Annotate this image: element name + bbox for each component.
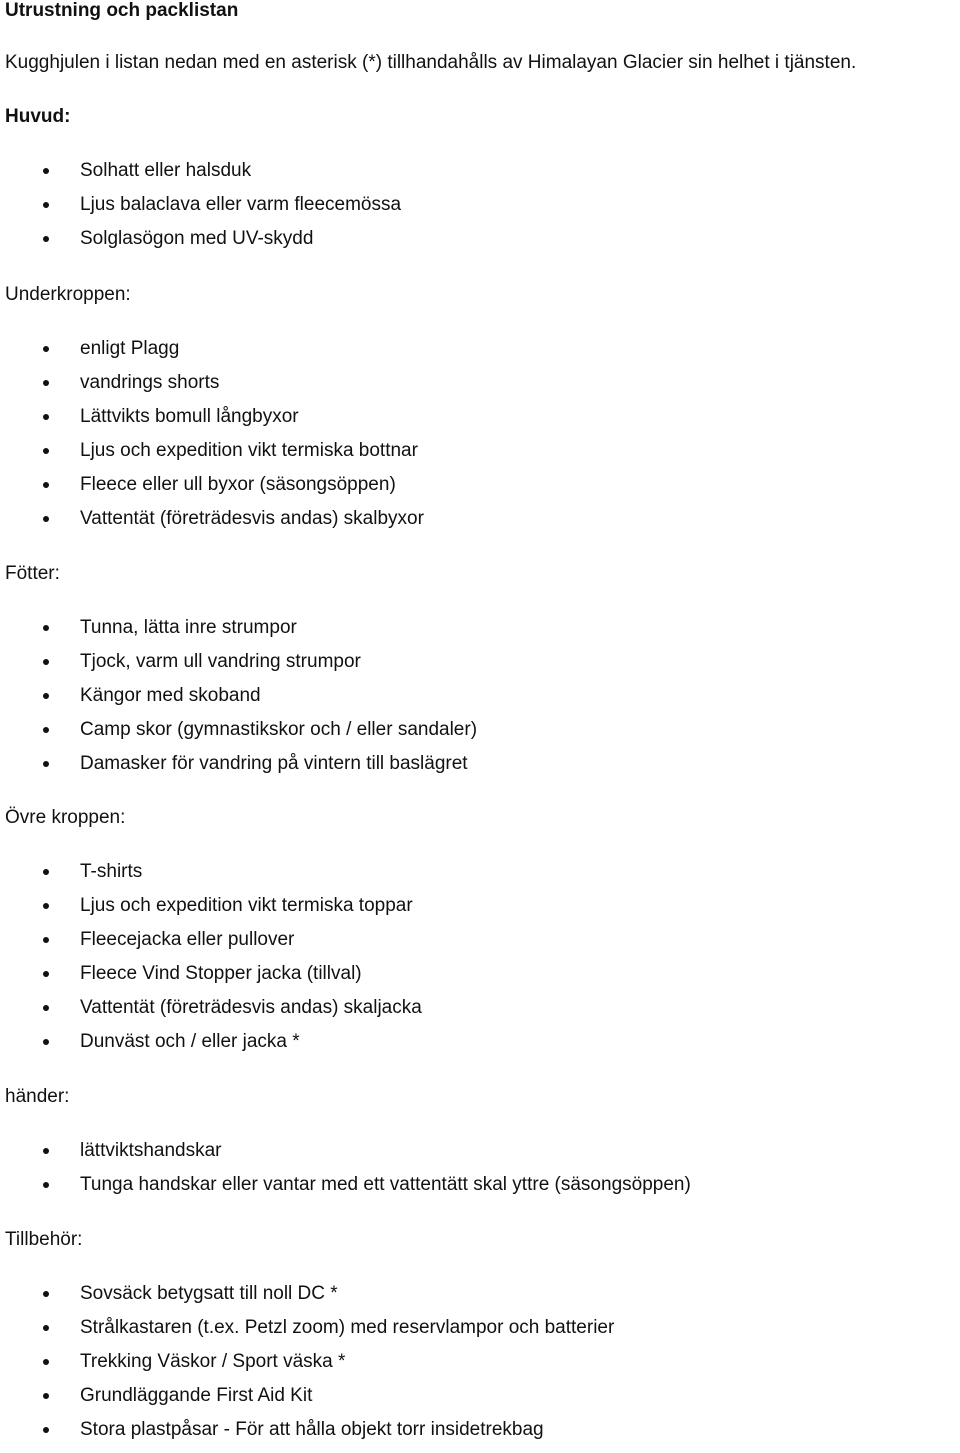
bullet-icon [43, 727, 49, 733]
list-item-text: Tunga handskar eller vantar med ett vattentätt skal yttre (säsongsöppen) [80, 1174, 691, 1195]
list-item-text: Stora plastpåsar - För att hålla objekt torr insidetrekbag [80, 1419, 544, 1440]
section-heading: Tillbehör: [5, 1229, 83, 1250]
bullet-icon [43, 869, 49, 875]
list-item-text: Tunna, lätta inre strumpor [80, 617, 297, 638]
bullet-icon [43, 236, 49, 242]
bullet-icon [43, 346, 49, 352]
list-item-text: Kängor med skoband [80, 685, 261, 706]
bullet-icon [43, 448, 49, 454]
bullet-icon [43, 1039, 49, 1045]
list-item-text: Ljus och expedition vikt termiska bottnar [80, 440, 418, 461]
intro-paragraph: Kugghjulen i listan nedan med en asterisk (*) tillhandahålls av Himalayan Glacier sin helhet i tjänsten. [5, 52, 857, 73]
document-title: Utrustning och packlistan [5, 0, 239, 21]
bullet-icon [43, 693, 49, 699]
bullet-icon [43, 380, 49, 386]
list-item-text: Dunväst och / eller jacka * [80, 1031, 300, 1052]
list-item-text: Fleece Vind Stopper jacka (tillval) [80, 963, 362, 984]
bullet-icon [43, 903, 49, 909]
bullet-icon [43, 1291, 49, 1297]
list-item-text: vandrings shorts [80, 372, 220, 393]
list-item-text: Solhatt eller halsduk [80, 160, 252, 181]
list-item-text: Strålkastaren (t.ex. Petzl zoom) med reservlampor och batterier [80, 1317, 615, 1338]
bullet-icon [43, 1359, 49, 1365]
list-item-text: Sovsäck betygsatt till noll DC * [80, 1283, 338, 1304]
list-item-text: Fleece eller ull byxor (säsongsöppen) [80, 474, 396, 495]
bullet-icon [43, 1148, 49, 1154]
bullet-icon [43, 971, 49, 977]
list-item-text: enligt Plagg [80, 338, 180, 359]
bullet-icon [43, 1427, 49, 1433]
bullet-icon [43, 516, 49, 522]
list-item-text: Tjock, varm ull vandring strumpor [80, 651, 361, 672]
bullet-icon [43, 482, 49, 488]
list-item-text: Trekking Väskor / Sport väska * [80, 1351, 346, 1372]
list-item-text: Grundläggande First Aid Kit [80, 1385, 313, 1406]
bullet-icon [43, 937, 49, 943]
bullet-icon [43, 168, 49, 174]
bullet-icon [43, 761, 49, 767]
list-item-text: Vattentät (företrädesvis andas) skaljacka [80, 997, 422, 1018]
section-heading: Huvud: [5, 106, 71, 127]
list-item-text: T-shirts [80, 861, 143, 882]
list-item-text: Lättvikts bomull långbyxor [80, 406, 299, 427]
section-heading: händer: [5, 1086, 70, 1107]
bullet-icon [43, 1182, 49, 1188]
list-item-text: lättviktshandskar [80, 1140, 222, 1161]
list-item-text: Ljus och expedition vikt termiska toppar [80, 895, 413, 916]
section-heading: Övre kroppen: [5, 807, 126, 828]
bullet-icon [43, 659, 49, 665]
section-heading: Fötter: [5, 563, 60, 584]
bullet-icon [43, 1325, 49, 1331]
bullet-icon [43, 414, 49, 420]
list-item-text: Damasker för vandring på vintern till baslägret [80, 753, 468, 774]
bullet-icon [43, 202, 49, 208]
list-item-text: Solglasögon med UV-skydd [80, 228, 314, 249]
list-item-text: Ljus balaclava eller varm fleecemössa [80, 194, 402, 215]
bullet-icon [43, 1393, 49, 1399]
list-item-text: Vattentät (företrädesvis andas) skalbyxor [80, 508, 424, 529]
list-item-text: Fleecejacka eller pullover [80, 929, 295, 950]
bullet-icon [43, 625, 49, 631]
list-item-text: Camp skor (gymnastikskor och / eller sandaler) [80, 719, 478, 740]
bullet-icon [43, 1005, 49, 1011]
section-heading: Underkroppen: [5, 284, 131, 305]
